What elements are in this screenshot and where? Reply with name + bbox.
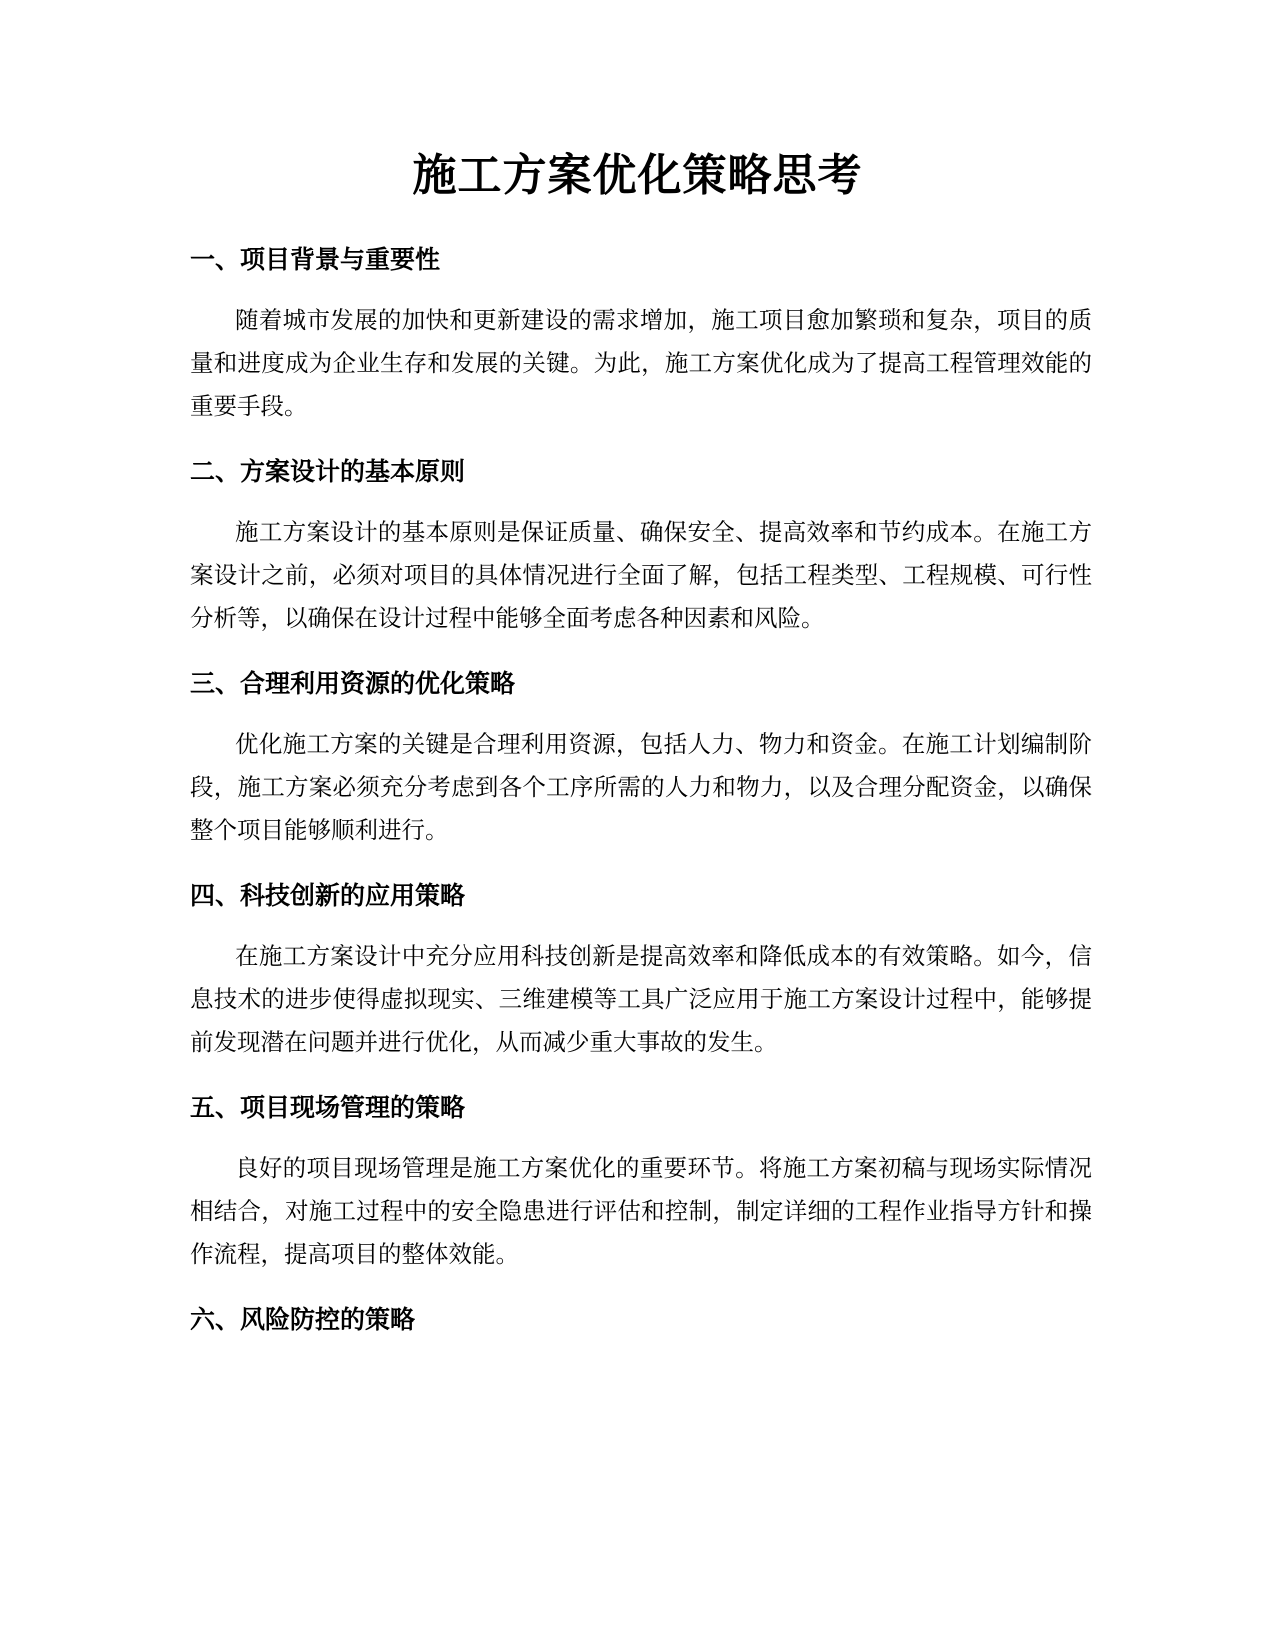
section-heading: 二、方案设计的基本原则 xyxy=(190,457,466,486)
section-heading: 四、科技创新的应用策略 xyxy=(190,881,466,910)
section-paragraph: 良好的项目现场管理是施工方案优化的重要环节。将施工方案初稿与现场实际情况相结合，对施工过程中的安全隐患进行评估和控制，制定详细的工程作业指导方针和操作流程，提高项目的整体效能。 xyxy=(190,1154,1092,1268)
section-resource-optimization xyxy=(190,666,1092,852)
section-heading: 三、合理利用资源的优化策略 xyxy=(190,669,516,698)
document-content xyxy=(190,242,1092,1338)
section-risk-control xyxy=(190,1302,1092,1338)
section-tech-innovation xyxy=(190,878,1092,1064)
section-site-management xyxy=(190,1090,1092,1276)
section-paragraph: 在施工方案设计中充分应用科技创新是提高效率和降低成本的有效策略。如今，信息技术的进步使得虚拟现实、三维建模等工具广泛应用于施工方案设计过程中，能够提前发现潜在问题并进行优化，从而减少重大事故的发生。 xyxy=(190,942,1092,1056)
section-design-principles xyxy=(190,454,1092,640)
section-heading: 五、项目现场管理的策略 xyxy=(190,1093,466,1122)
section-heading: 一、项目背景与重要性 xyxy=(190,245,441,274)
section-paragraph: 随着城市发展的加快和更新建设的需求增加，施工项目愈加繁琐和复杂，项目的质量和进度成为企业生存和发展的关键。为此，施工方案优化成为了提高工程管理效能的重要手段。 xyxy=(190,306,1092,420)
section-heading: 六、风险防控的策略 xyxy=(190,1305,416,1334)
section-paragraph: 施工方案设计的基本原则是保证质量、确保安全、提高效率和节约成本。在施工方案设计之前，必须对项目的具体情况进行全面了解，包括工程类型、工程规模、可行性分析等，以确保在设计过程中能够全面考虑各种因素和风险。 xyxy=(190,518,1092,632)
section-project-background xyxy=(190,242,1092,428)
document-title: 施工方案优化策略思考 xyxy=(412,150,863,201)
section-paragraph: 优化施工方案的关键是合理利用资源，包括人力、物力和资金。在施工计划编制阶段，施工方案必须充分考虑到各个工序所需的人力和物力，以及合理分配资金，以确保整个项目能够顺利进行。 xyxy=(190,730,1092,844)
